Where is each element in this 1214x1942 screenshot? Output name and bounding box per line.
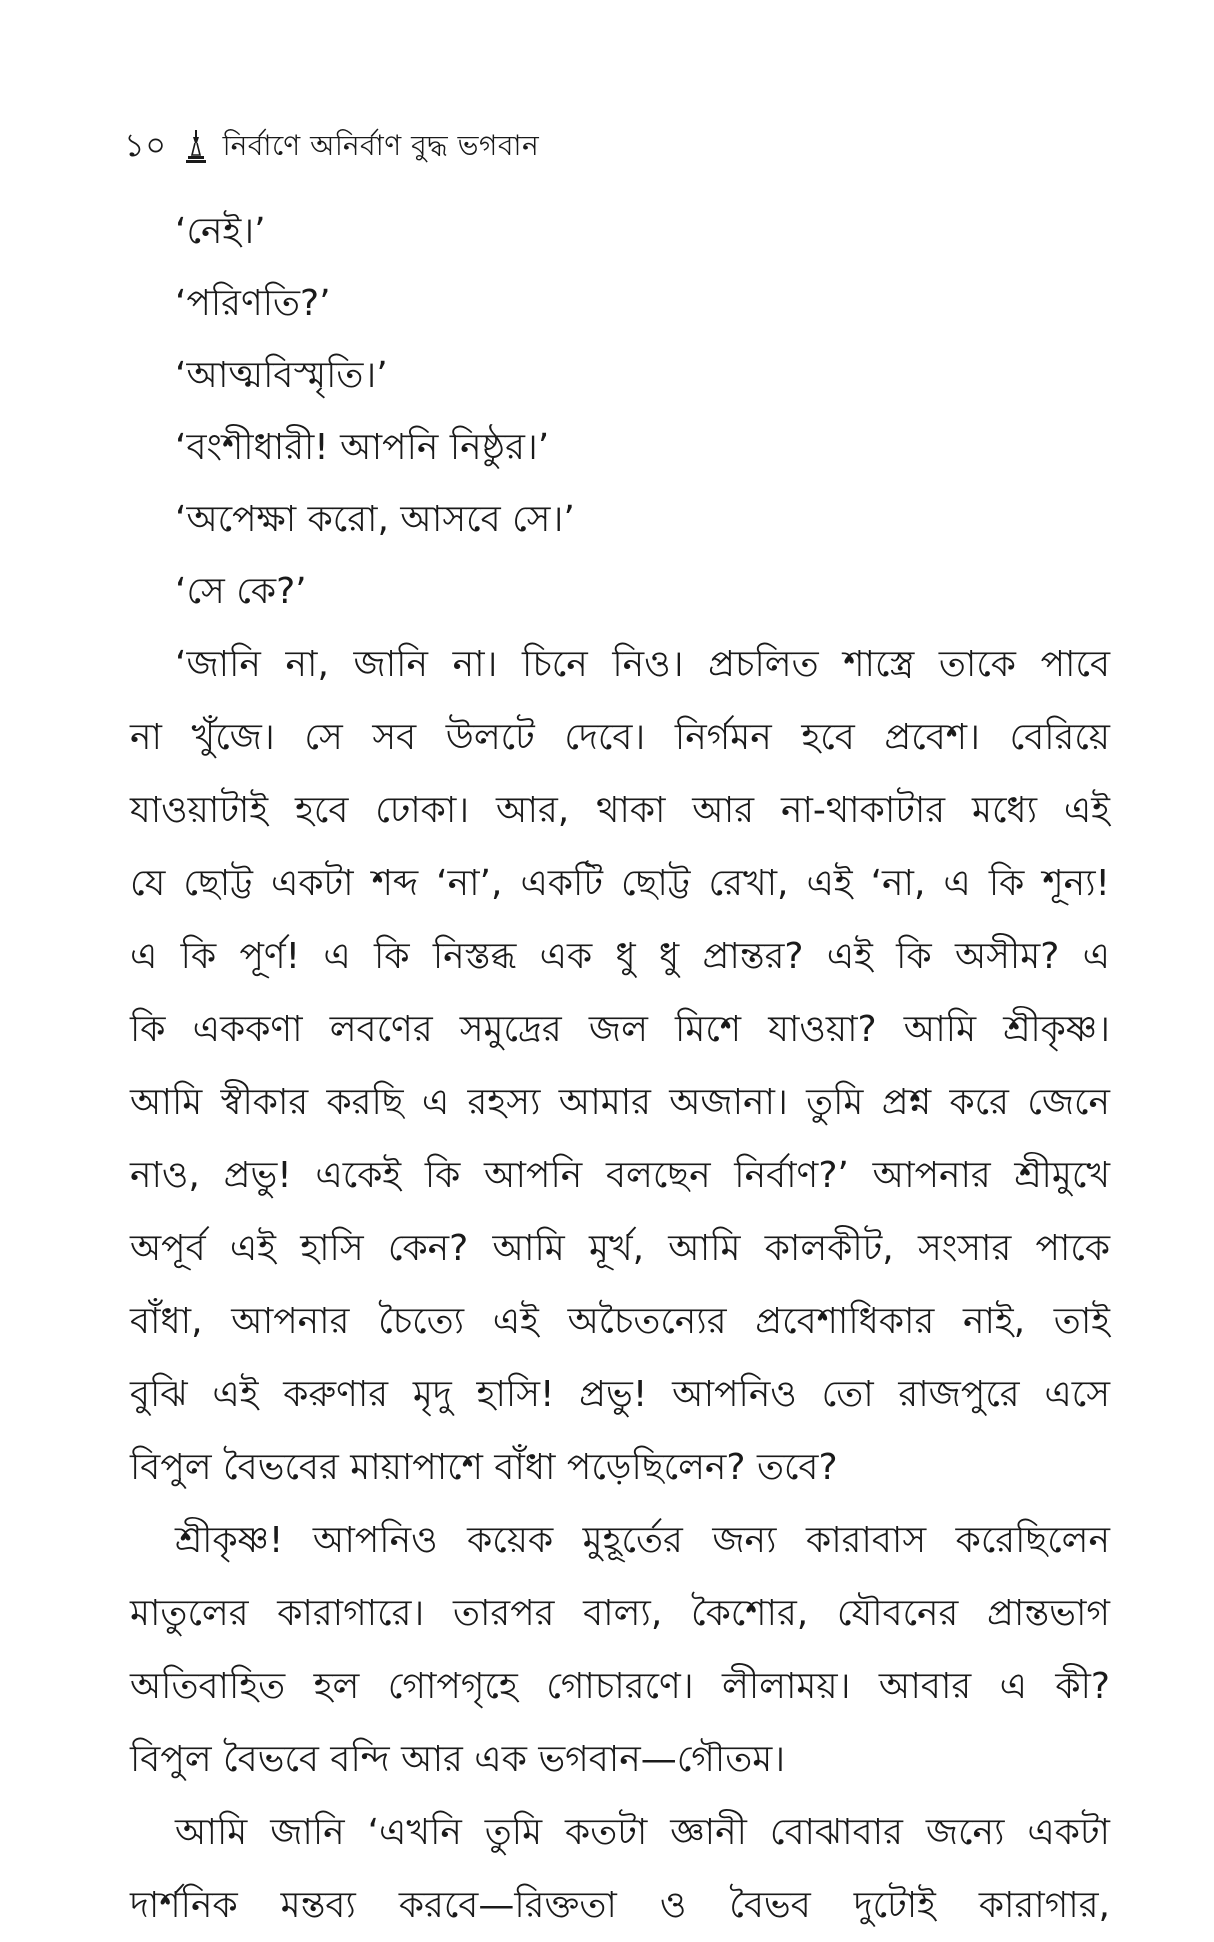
text-line: না খুঁজে। সে সব উলটে দেবে। নির্গমন হবে প্রবেশ। বেরিয়ে [130, 717, 1110, 758]
dialogue-line: ‘বংশীধারী! আপনি নিষ্ঠুর।’ [175, 427, 550, 468]
text-line: আমি স্বীকার করছি এ রহস্য আমার অজানা। তুমি প্রশ্ন করে জেনে [130, 1082, 1110, 1123]
paragraph [130, 1796, 1110, 1942]
text-line: এ কি পূর্ণ! এ কি নিস্তব্ধ এক ধু ধু প্রান্তর? এই কি অসীম? এ [130, 936, 1110, 977]
text-line: অপূর্ব এই হাসি কেন? আমি মূর্খ, আমি কালকীট, সংসার পাকে [130, 1228, 1110, 1269]
text-line: নাও, প্রভু! একেই কি আপনি বলছেন নির্বাণ?’ আপনার শ্রীমুখে [130, 1155, 1110, 1196]
text-line: বুঝি এই করুণার মৃদু হাসি! প্রভু! আপনিও তো রাজপুরে এসে [130, 1374, 1110, 1415]
dialogue-line: ‘আত্মবিস্মৃতি।’ [175, 355, 388, 396]
dialogue-line: ‘পরিণতি?’ [175, 283, 331, 324]
text-line: দার্শনিক মন্তব্য করবে—রিক্ততা ও বৈভব দুটোই কারাগার, [130, 1885, 1110, 1926]
dialogue-line: ‘অপেক্ষা করো, আসবে সে।’ [175, 499, 575, 540]
body-text [130, 196, 1110, 1942]
text-line: কি এককণা লবণের সমুদ্রের জল মিশে যাওয়া? আমি শ্রীকৃষ্ণ। [130, 1009, 1110, 1050]
text-line: আমি জানি ‘এখনি তুমি কতটা জ্ঞানী বোঝাবার জন্যে একটা [175, 1812, 1110, 1853]
text-line: অতিবাহিত হল গোপগৃহে গোচারণে। লীলাময়। আবার এ কী? [130, 1666, 1110, 1707]
dialogue-line: ‘নেই।’ [175, 211, 266, 252]
text-line: যে ছোট্ট একটা শব্দ ‘না’, একটি ছোট্ট রেখা, এই ‘না, এ কি শূন্য! [130, 863, 1110, 904]
text-line: মাতুলের কারাগারে। তারপর বাল্য, কৈশোর, যৌবনের প্রান্তভাগ [130, 1593, 1110, 1634]
page-number: ১০ [124, 126, 167, 164]
text-line: বাঁধা, আপনার চৈত্যে এই অচৈতন্যের প্রবেশাধিকার নাই, তাই [130, 1301, 1110, 1342]
book-title: নির্বাণে অনির্বাণ বুদ্ধ ভগবান [222, 128, 540, 162]
paragraph [130, 1504, 1110, 1796]
text-line: বিপুল বৈভবের মায়াপাশে বাঁধা পড়েছিলেন? তবে? [130, 1447, 838, 1488]
text-line: যাওয়াটাই হবে ঢোকা। আর, থাকা আর না-থাকাটার মধ্যে এই [130, 790, 1110, 831]
stupa-icon [185, 129, 207, 165]
paragraph [130, 628, 1110, 1504]
text-line: শ্রীকৃষ্ণ! আপনিও কয়েক মুহূর্তের জন্য কারাবাস করেছিলেন [175, 1520, 1110, 1561]
text-line: বিপুল বৈভবে বন্দি আর এক ভগবান—গৌতম। [130, 1739, 786, 1780]
text-line: ‘জানি না, জানি না। চিনে নিও। প্রচলিত শাস্ত্রে তাকে পাবে [175, 644, 1110, 685]
dialogue-line: ‘সে কে?’ [175, 571, 307, 612]
running-header [124, 120, 539, 174]
